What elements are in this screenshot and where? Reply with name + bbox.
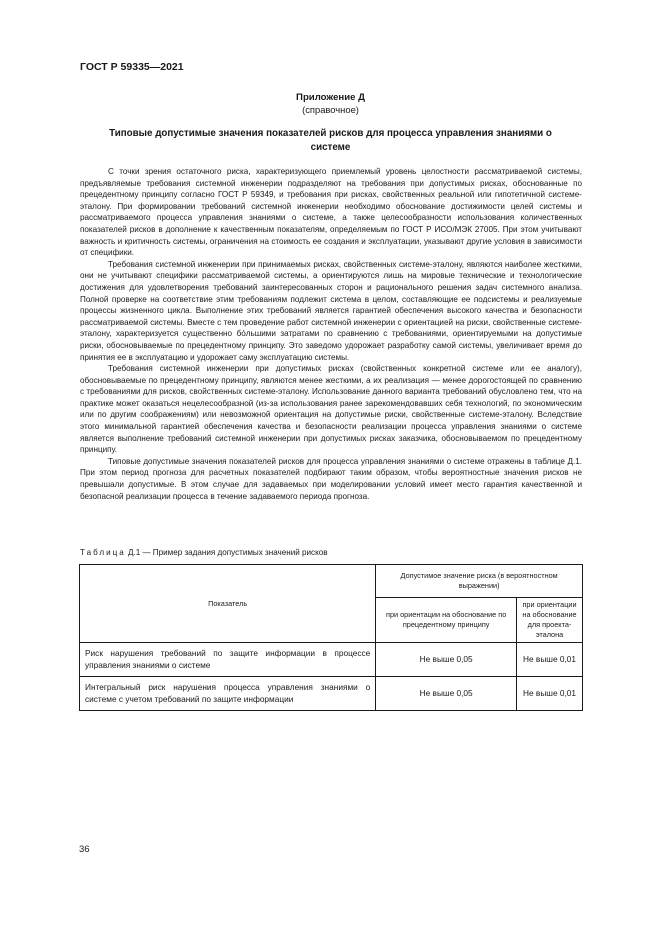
row-value-precedent: Не выше 0,05	[376, 677, 517, 711]
row-indicator: Риск нарушения требований по защите информации в процессе управления знаниями о системе	[80, 643, 376, 677]
row-value-reference: Не выше 0,01	[517, 643, 583, 677]
appendix-title: Приложение Д	[296, 92, 365, 103]
body-text	[80, 166, 582, 502]
row-indicator: Интегральный риск нарушения процесса управления знаниями о системе с учетом требований по защите информации	[80, 677, 376, 711]
table-caption-text: Д.1 — Пример задания допустимых значений рисков	[127, 548, 328, 557]
col-header-reference: при ориентации на обоснование для проекта-эталона	[517, 598, 583, 643]
row-value-reference: Не выше 0,01	[517, 677, 583, 711]
paragraph: Требования системной инженерии при принимаемых рисках, свойственных системе-эталону, являются наиболее жесткими, они не учитывают специфики рассматриваемой системы, а ориентируются лишь на мировые технические и технологические достижения для удовлетворения требований заинтересованных сторон и рационального решения задач системного анализа. Полной проверке на соответствие этим требованиям подлежит система в целом, составляющие ее подсистемы и реализуемые процессы жизненного цикла. Выполнение этих требований является гарантией обеспечения высокого качества и безопасности рассматриваемой системы. Вместе с тем проведение работ системной инженерии с ориентацией на риски, свойственные системе-эталону, характеризуется существенно бо́льшими затратами по сравнению с требованиями, ориентируемыми на допустимые риски, обосновываемые по прецедентному принципу. Это заведомо удорожает разработку самой системы, увеличивает время до принятия ее в эксплуатацию и удорожает саму эксплуатацию системы.	[80, 259, 582, 362]
table-row	[80, 677, 583, 711]
page-number: 36	[79, 844, 90, 855]
col-header-indicator: Показатель	[80, 565, 376, 643]
table-header-row	[80, 565, 583, 598]
row-value-precedent: Не выше 0,05	[376, 643, 517, 677]
table-row	[80, 643, 583, 677]
col-header-precedent: при ориентации на обоснование по прецедентному принципу	[376, 598, 517, 643]
paragraph: С точки зрения остаточного риска, характеризующего приемлемый уровень целостности рассматриваемой системы, предъявляемые требования системной инженерии подразделяют на требования при допустимых рисках, обоснованные по прецедентному принципу согласно ГОСТ Р 59349, и требования при рисках, свойственных реальной или гипотетичной системе-эталону. При формировании требований системной инженерии необходимо обоснование достижимости целей системы и рассматриваемого процесса управления знаниями о системе, а также целесообразности использования количественных показателей рисков в дополнение к качественным показателям, определяемым по ГОСТ Р ИСО/МЭК 27005. При этом учитывают важность и критичность системы, ограничения на стоимость ее создания и эксплуатации, указывают другие условия в зависимости от специфики.	[80, 167, 582, 258]
paragraph: Требования системной инженерии при допустимых рисках (свойственных конкретной системе или ее аналогу), обосновываемые по прецедентному принципу, являются менее жесткими, а их реализация — менее дорогостоящей по сравнению с требованиями для рисков, свойственных системе-эталону. Использование данного варианта требований обусловлено тем, что на практике может оказаться нецелесообразной (из-за использования ранее зарекомендовавших себя технологий, по экономическим или по другим соображениям) или невозможной ориентация на допустимые риски, свойственные системе-эталону. Вследствие этого минимальной гарантией обеспечения качества и безопасности реализации процесса управления знаниями о системе является выполнение требований системной инженерии при допустимых рисках заказчика, обосновываемом по прецедентному принципу.	[80, 364, 582, 455]
document-header: ГОСТ Р 59335—2021	[80, 61, 184, 73]
section-title: Типовые допустимые значения показателей рисков для процесса управления знаниями о системе	[109, 128, 552, 153]
table-caption-label: Таблица	[80, 548, 126, 557]
risk-values-table	[79, 564, 583, 711]
table-caption	[80, 548, 328, 557]
appendix-subtitle: (справочное)	[302, 104, 359, 115]
col-header-group: Допустимое значение риска (в вероятностном выражении)	[376, 565, 583, 598]
paragraph: Типовые допустимые значения показателей рисков для процесса управления знаниями о системе отражены в таблице Д.1. При этом период прогноза для расчетных показателей подбирают таким образом, чтобы вероятностные значения рисков не превышали допустимые. В этом случае для задаваемых при моделировании условий имеет место гарантия качественной и безопасной реализации процесса в течение задаваемого периода прогноза.	[80, 456, 582, 501]
